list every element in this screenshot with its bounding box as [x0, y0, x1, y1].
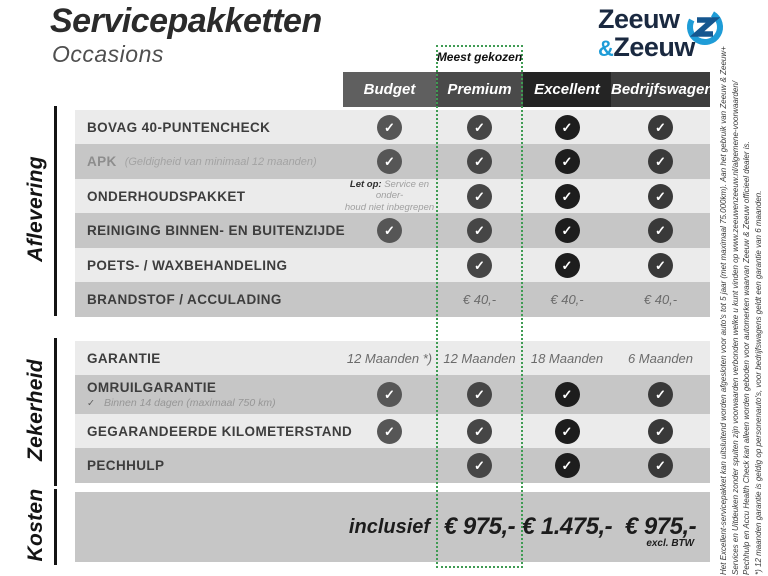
page-title: Servicepakketten: [50, 2, 322, 40]
check-icon: ✓: [555, 253, 580, 278]
check-icon: ✓: [467, 453, 492, 478]
check-icon: ✓: [377, 218, 402, 243]
row-pechhulp: [75, 448, 710, 483]
row-poets-waxbehandeling: [75, 248, 710, 282]
price-premium: € 975,-: [443, 513, 516, 540]
logo-ampersand: &: [598, 36, 614, 61]
row-label: POETS- / WAXBEHANDELING: [87, 257, 288, 273]
disclaimer-line: *) 12 maanden garantie is geldig op personenauto's, voor bedrijfswagens geldt een garantie van 6 maanden.: [753, 190, 763, 575]
row-label: BOVAG 40-PUNTENCHECK: [87, 119, 271, 135]
row-apk: [75, 144, 710, 179]
price-budget: inclusief: [348, 515, 431, 538]
cell-value: € 40,-: [643, 292, 678, 307]
check-icon: ✓: [648, 115, 673, 140]
row-label: GEGARANDEERDE KILOMETERSTAND: [87, 423, 353, 439]
page-subtitle: Occasions: [52, 41, 164, 67]
row-label: REINIGING BINNEN- EN BUITENZIJDE: [87, 223, 346, 238]
row-label: OMRUILGARANTIE: [87, 380, 217, 395]
section-label-kosten: Kosten: [24, 488, 47, 562]
check-icon: ✓: [648, 419, 673, 444]
check-icon: ✓: [467, 149, 492, 174]
z-swoosh-icon: [684, 6, 726, 48]
disclaimer-text: [717, 46, 765, 575]
price-excellent: € 1.475,-: [521, 513, 613, 540]
check-icon: ✓: [377, 149, 402, 174]
check-icon: ✓: [555, 382, 580, 407]
check-icon: ✓: [377, 419, 402, 444]
section-label-zekerheid: Zekerheid: [24, 359, 47, 461]
disclaimer-line: Het Excellent-servicepakket kan uitsluitend worden afgesloten voor auto's tot 5 jaar (met maximaal 75.000km). Aan het gebruik van Zeeuw & Zeeuw+: [719, 46, 728, 575]
check-icon: ✓: [648, 253, 673, 278]
disclaimer-line: Pechhulp en Accu Health Check kan alleen worden geboden voor automerken waarvan Zeeuw & Zeeuw officieel dealer is.: [742, 141, 751, 575]
row-omruilgarantie: [75, 375, 710, 414]
check-icon: ✓: [555, 184, 580, 209]
row-kosten: [75, 492, 710, 562]
check-icon: ✓: [648, 453, 673, 478]
row-bovag-40-puntencheck: [75, 110, 710, 144]
section-line-aflevering: [54, 106, 57, 316]
check-icon: ✓: [648, 382, 673, 407]
logo-word-zeeuw-2: Zeeuw: [613, 32, 695, 62]
check-icon: ✓: [555, 218, 580, 243]
column-header-bedrijfswagens: Bedrijfswagens: [611, 72, 710, 107]
cell-value: 12 Maanden: [443, 350, 516, 366]
column-header-budget: Budget: [343, 72, 436, 107]
note-service-not-included: Let op: Service en onder- houd niet inbegrepen: [344, 178, 435, 213]
check-icon: ✓: [467, 184, 492, 209]
column-header-premium: Premium: [436, 72, 523, 107]
row-reiniging: [75, 213, 710, 248]
row-label: BRANDSTOF / ACCULADING: [87, 292, 282, 307]
check-icon: ✓: [377, 115, 402, 140]
check-icon: ✓: [648, 149, 673, 174]
check-icon: ✓: [555, 419, 580, 444]
check-icon: ✓: [467, 382, 492, 407]
cell-value: 12 Maanden *): [346, 350, 433, 366]
cell-value: 18 Maanden: [530, 350, 604, 366]
cell-value: 6 Maanden: [627, 350, 694, 366]
check-icon: ✓: [648, 218, 673, 243]
column-header-excellent: Excellent: [523, 72, 611, 107]
section-line-kosten: [54, 489, 57, 565]
row-label: ONDERHOUDSPAKKET: [87, 188, 246, 204]
check-icon: ✓: [377, 382, 402, 407]
check-icon: ✓: [87, 398, 95, 409]
row-sublabel: Binnen 14 dagen (maximaal 750 km): [103, 397, 276, 409]
section-label-aflevering: Aflevering: [24, 156, 47, 262]
check-icon: ✓: [648, 184, 673, 209]
check-icon: ✓: [555, 453, 580, 478]
row-label: GARANTIE: [87, 350, 161, 366]
section-line-zekerheid: [54, 338, 57, 486]
cell-value: € 40,-: [550, 292, 584, 307]
check-icon: ✓: [467, 419, 492, 444]
row-onderhoudspakket: [75, 179, 710, 213]
row-label: APK: [87, 154, 117, 169]
row-sublabel: (Geldigheid van minimaal 12 maanden): [124, 155, 317, 168]
disclaimer-line: Services en Uitdeuken zonder spuiten zijn voorwaarden verbonden welke u kunt vinden op www.zeeuwenzeeuw.nl/algemene-voorwaarden/: [730, 80, 740, 575]
row-gegarandeerde-kilometerstand: [75, 414, 710, 448]
row-label: PECHHULP: [87, 458, 165, 473]
check-icon: ✓: [467, 218, 492, 243]
check-icon: ✓: [555, 115, 580, 140]
check-icon: ✓: [467, 115, 492, 140]
most-chosen-badge: Meest gekozen: [436, 50, 523, 64]
cell-value: € 40,-: [462, 292, 497, 307]
row-garantie: [75, 341, 710, 375]
price-bedrijfswagens: € 975,-: [624, 513, 697, 540]
logo-word-zeeuw: Zeeuw: [598, 4, 680, 34]
check-icon: ✓: [555, 149, 580, 174]
row-brandstof-acculading: [75, 282, 710, 317]
price-note-excl-btw: excl. BTW: [646, 538, 695, 549]
check-icon: ✓: [467, 253, 492, 278]
